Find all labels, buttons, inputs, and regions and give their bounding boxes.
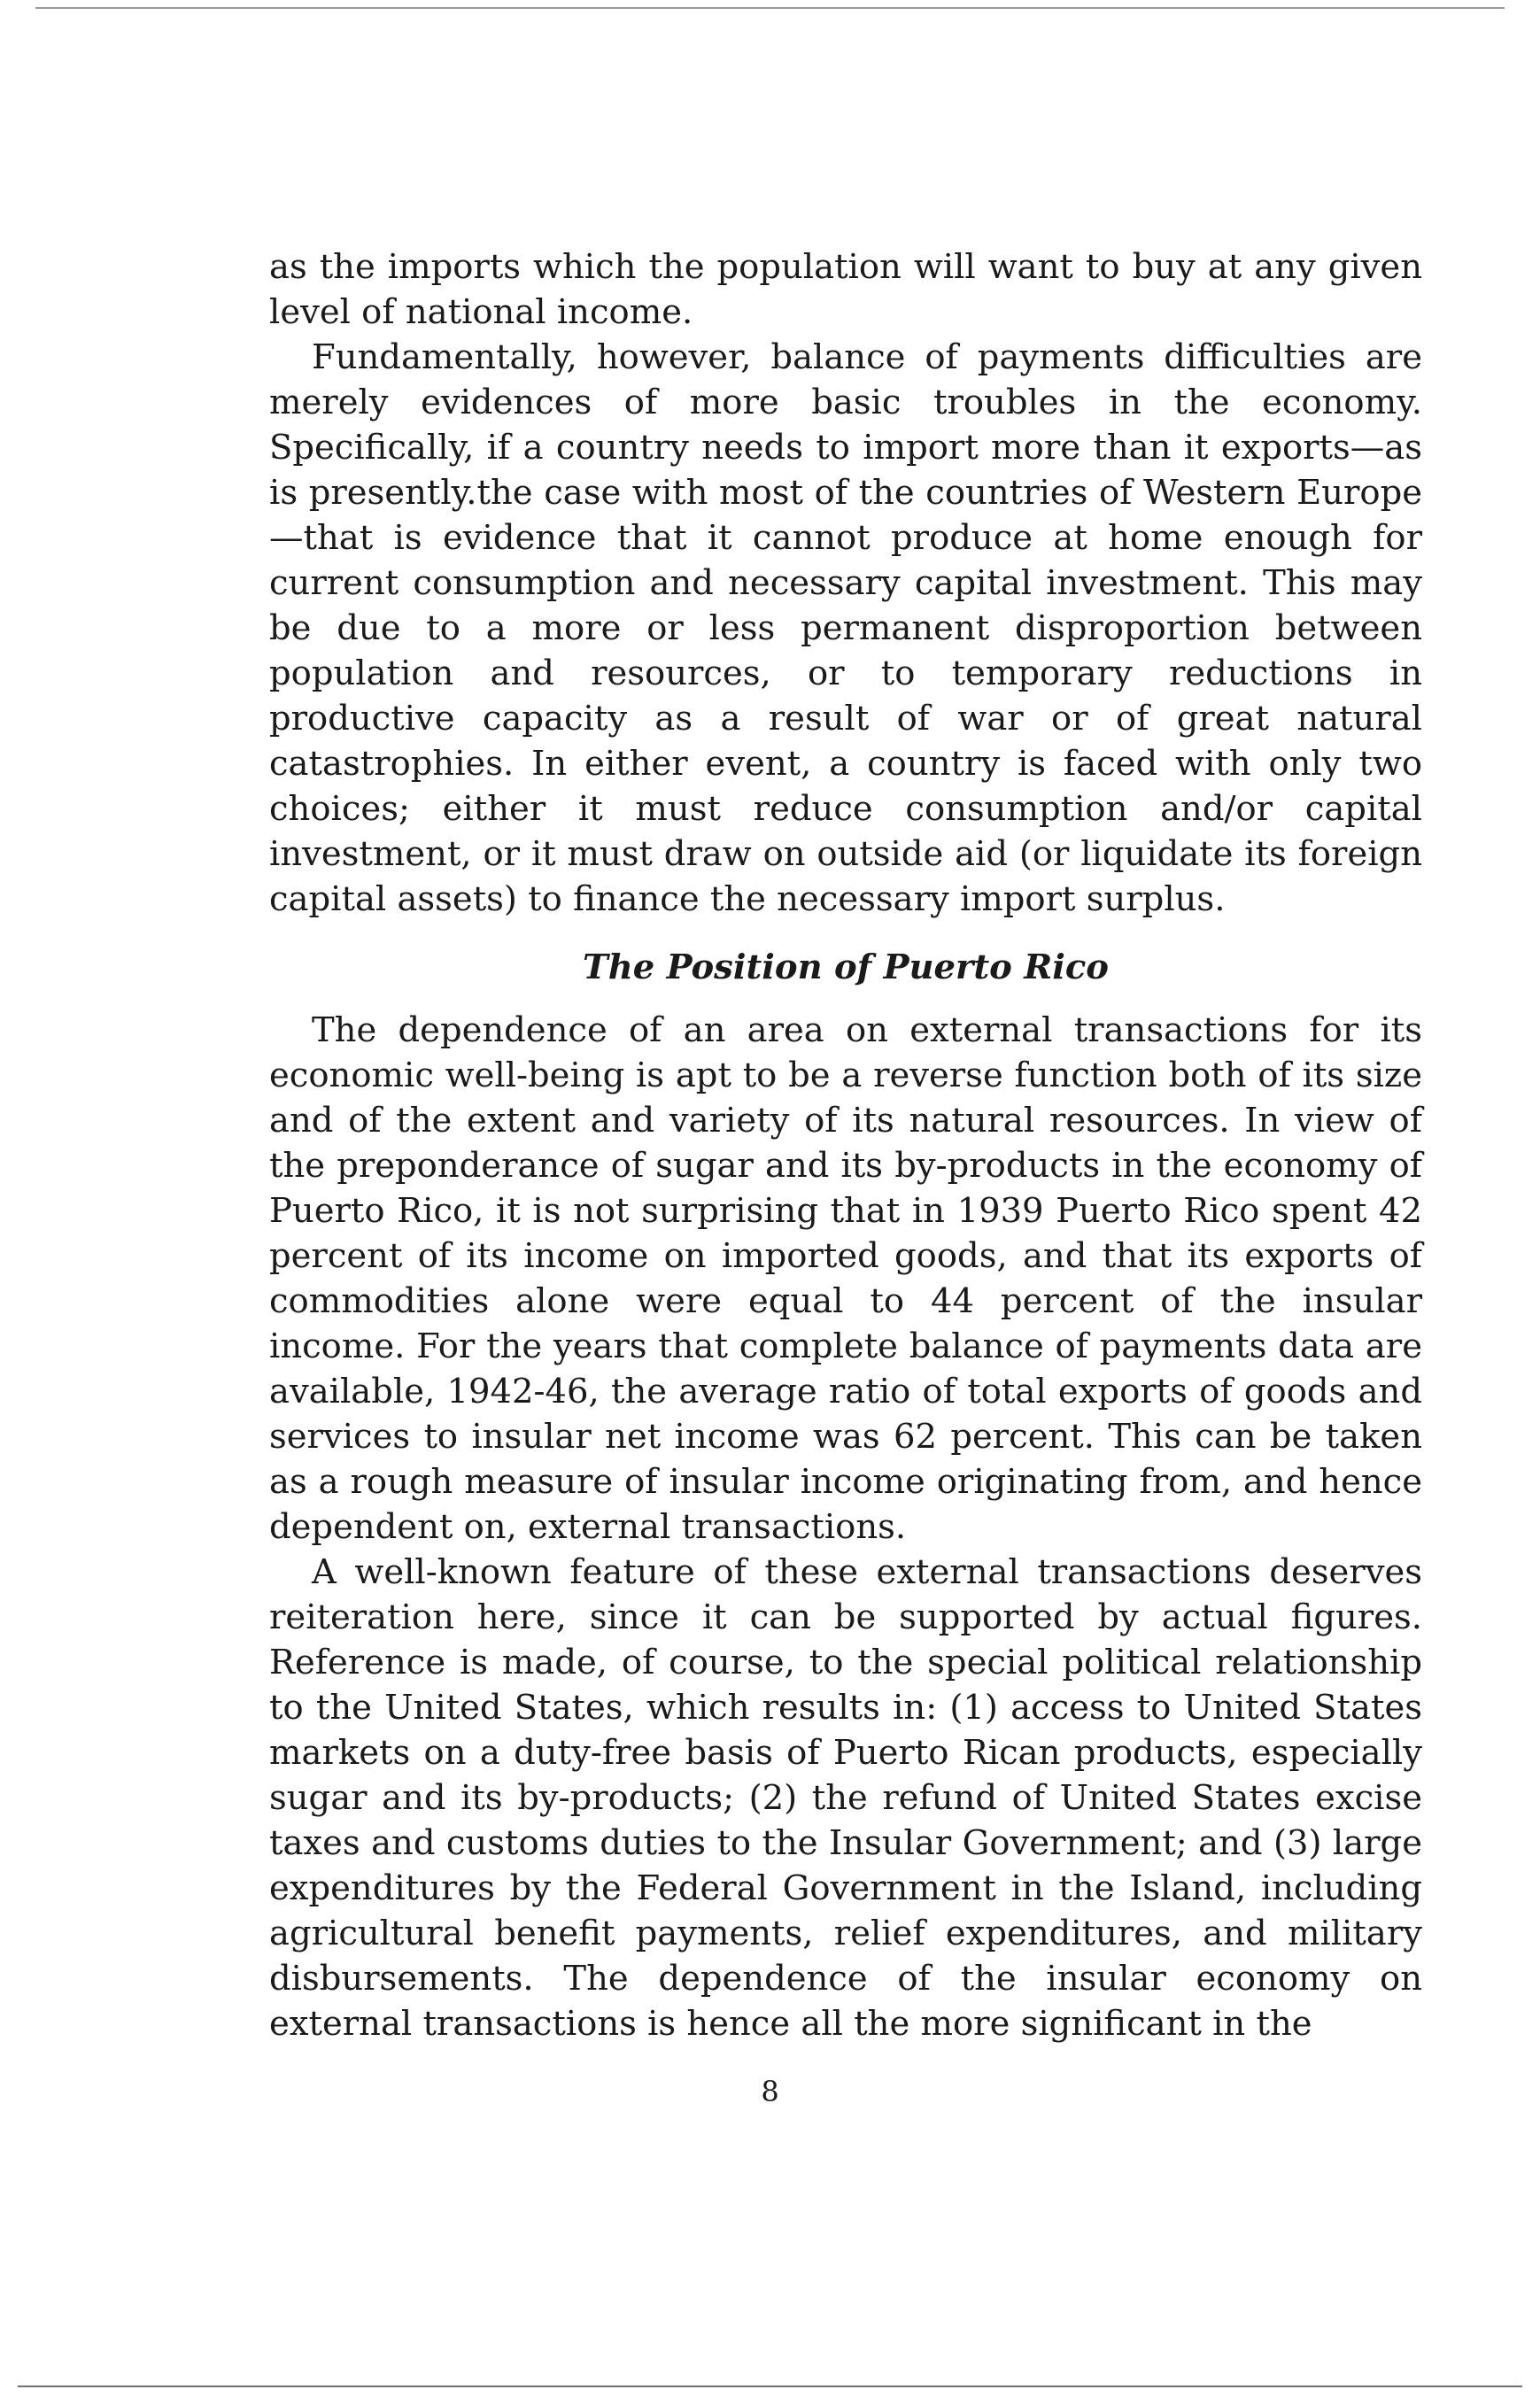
paragraph-external-transactions: A well-known feature of these external transactions deserves reiteration here, since it can be supported by actual figures. Reference is made, of course, to the special political relationship to the United States, which results in: (1) access to United States markets on a duty-free basis of Puerto Rican products, especially sugar and its by-products; (2) the refund of United States excise taxes and customs duties to the Insular Government; and (3) large expenditures by the Federal Government in the Island, including agricultural benefit payments, relief expenditures, and military disbursements. The dependence of the insular economy on external transactions is hence all the more significant in the <box>269 1552 1422 2044</box>
paragraph-balance-of-payments: Fundamentally, however, balance of payments difficulties are merely evidences of more basic troubles in the economy. Specifically, if a country needs to import more than it exports—as is presently.the case with most of the countries of Western Europe —that is evidence that it cannot produce at home enough for current consumption and necessary capital investment. This may be due to a more or less permanent disproportion between population and resources, or to temporary reductions in productive capacity as a result of war or of great natural catastrophies. In either event, a country is faced with only two choices; either it must reduce consumption and/or capital investment, or it must draw on outside aid (or liquidate its foreign capital assets) to finance the necessary import surplus. <box>269 337 1422 919</box>
paragraph-dependence: The dependence of an area on external transactions for its economic well-being is apt to be a reverse function both of its size and of the extent and variety of its natural resources. In view of the preponderance of sugar and its by-products in the economy of Puerto Rico, it is not surprising that in 1939 Puerto Rico spent 42 percent of its income on imported goods, and that its exports of commodities alone were equal to 44 percent of the insular income. For the years that complete balance of payments data are available, 1942-46, the average ratio of total exports of goods and services to insular net income was 62 percent. This can be taken as a rough measure of insular income originating from, and hence dependent on, external transactions. <box>269 1010 1422 1547</box>
page-number: 8 <box>761 2075 779 2108</box>
scan-edge-top <box>35 7 1505 9</box>
section-heading: The Position of Puerto Rico <box>583 947 1109 987</box>
body-text <box>269 244 1422 2046</box>
paragraph-continuation: as the imports which the population will want to buy at any given level of national income. <box>269 247 1422 332</box>
scan-edge-bottom <box>18 2386 1522 2387</box>
